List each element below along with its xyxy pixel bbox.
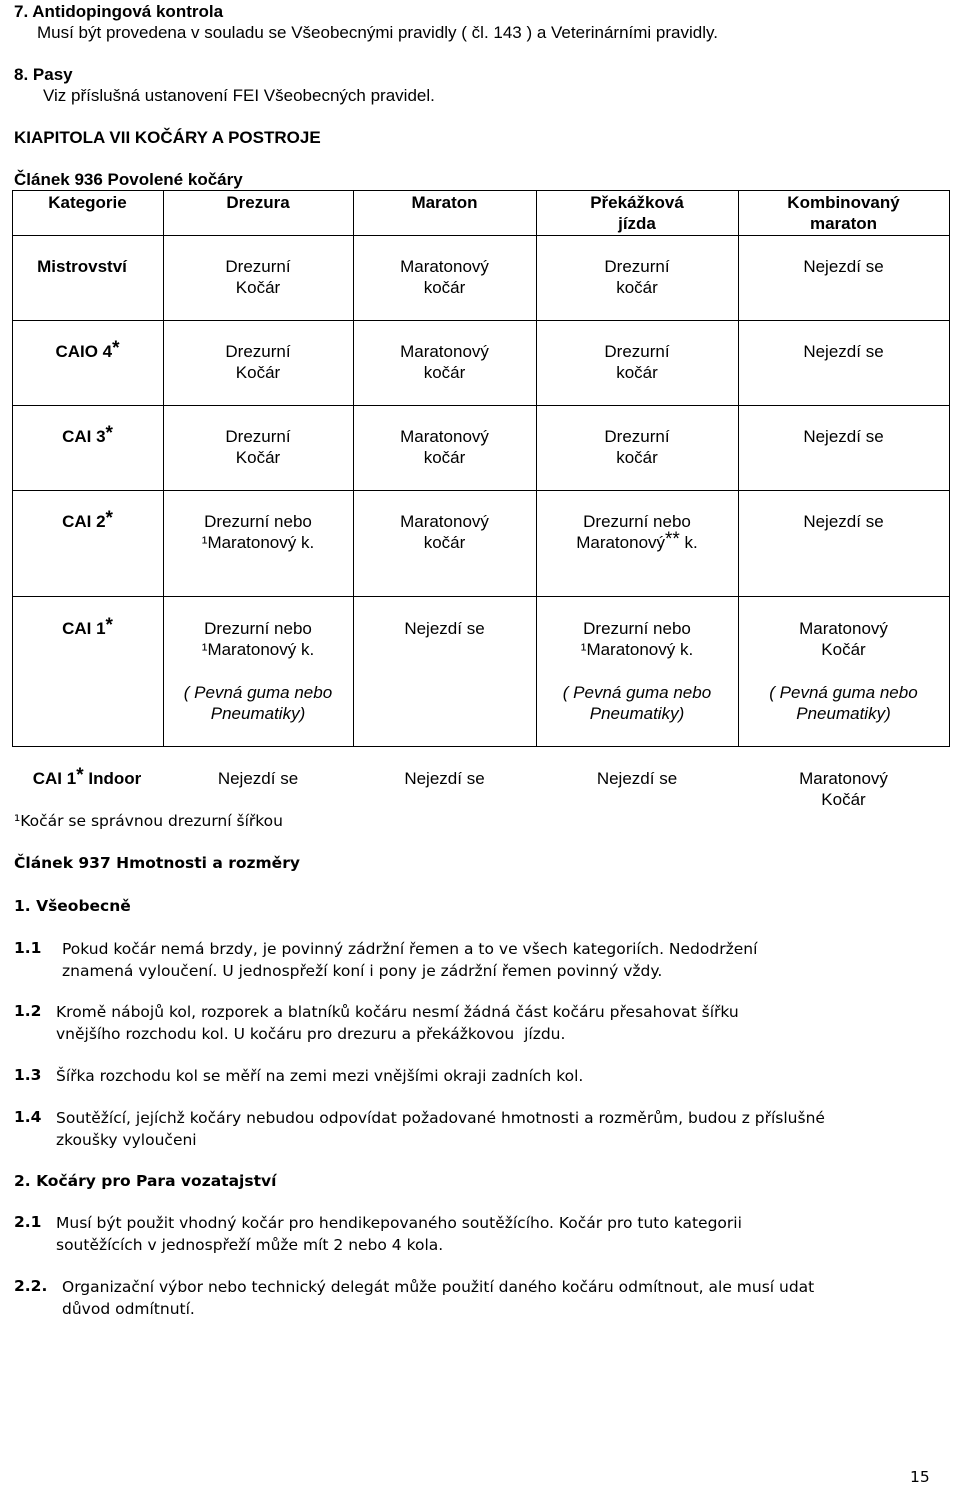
table-border: [12, 235, 950, 236]
cell-kombi: Nejezdí se: [803, 257, 884, 276]
cell-drezura: Drezurní Kočár: [225, 427, 291, 467]
section-7-text: Musí být provedena v souladu se Všeobecnými pravidly ( čl. 143 ) a Veterinárními pravidly.: [37, 23, 718, 42]
header-kategorie: Kategorie: [48, 193, 127, 212]
row-category: Mistrovství: [37, 257, 127, 276]
header-kombinovany-maraton: Kombinovaný maraton: [787, 193, 900, 233]
footnote: ¹Kočár se správnou drezurní šířkou: [14, 812, 283, 830]
article-937-title: Článek 937 Hmotnosti a rozměry: [14, 854, 300, 872]
cell-kombi: Nejezdí se: [803, 342, 884, 361]
paragraph-number: 1.1: [14, 939, 42, 957]
paragraph-text: Kromě nábojů kol, rozporek a blatníků kočáru nesmí žádná část kočáru přesahovat šířku vnějšího rozchodu kol. U kočáru pro drezuru a překážkovou jízdu.: [56, 1003, 739, 1043]
cell-drezura-note: ( Pevná guma nebo Pneumatiky): [183, 683, 333, 723]
subsection-1-title: 1. Všeobecně: [14, 897, 131, 915]
paragraph-number: 2.1: [14, 1213, 42, 1231]
cell-prekazky: Drezurní nebo ¹Maratonový k.: [580, 619, 694, 659]
cell-prekazky: Drezurní kočár: [604, 342, 670, 382]
row-category: CAIO 4*: [55, 338, 120, 361]
table-border: [12, 190, 950, 191]
row-category: CAI 3*: [62, 423, 113, 446]
cell-drezura: Drezurní Kočár: [225, 342, 291, 382]
table-border: [12, 746, 950, 747]
paragraph-text: Soutěžící, jejíchž kočáry nebudou odpovídat požadované hmotnosti a rozměrům, budou z příslušné zkoušky vyloučeni: [56, 1109, 825, 1149]
cell-maraton: Maratonový kočár: [400, 512, 489, 552]
cell-maraton: Maratonový kočár: [400, 257, 489, 297]
article-936-title: Článek 936 Povolené kočáry: [14, 170, 243, 189]
section-8-title: 8. Pasy: [14, 65, 73, 84]
indoor-category: CAI 1* Indoor: [32, 765, 142, 788]
cell-kombi: Nejezdí se: [803, 512, 884, 531]
indoor-drezura: Nejezdí se: [217, 769, 299, 788]
subsection-2-title: 2. Kočáry pro Para vozatajství: [14, 1172, 277, 1190]
indoor-prekazky: Nejezdí se: [596, 769, 678, 788]
cell-drezura: Drezurní Kočár: [225, 257, 291, 297]
paragraph-number: 1.3: [14, 1066, 42, 1084]
cell-kombi: Nejezdí se: [803, 427, 884, 446]
paragraph-text: Pokud kočár nemá brzdy, je povinný zádržní řemen a to ve všech kategoriích. Nedodržení znamená vyloučení. U jednospřeží koní i pony je zádržní řemen povinný vždy.: [62, 940, 758, 980]
paragraph-number: 2.2.: [14, 1277, 48, 1295]
cell-maraton: Nejezdí se: [404, 619, 485, 638]
carriage-table: [12, 190, 950, 747]
header-maraton: Maraton: [411, 193, 478, 212]
cell-prekazky-note: ( Pevná guma nebo Pneumatiky): [562, 683, 712, 723]
cell-drezura: Drezurní nebo ¹Maratonový k.: [201, 512, 315, 552]
cell-maraton: Maratonový kočár: [400, 427, 489, 467]
section-8-text: Viz příslušná ustanovení FEI Všeobecných pravidel.: [43, 86, 435, 105]
table-border: [949, 190, 950, 747]
section-7-title: 7. Antidopingová kontrola: [14, 2, 224, 21]
paragraph-number: 1.2: [14, 1002, 42, 1020]
row-category: CAI 2*: [62, 508, 113, 531]
paragraph-text: Organizační výbor nebo technický delegát může použití daného kočáru odmítnout, ale musí udat důvod odmítnutí.: [62, 1278, 815, 1318]
table-border: [12, 490, 950, 491]
cell-prekazky: Drezurní nebo Maratonový** k.: [576, 512, 698, 552]
chapter-title: KIAPITOLA VII KOČÁRY A POSTROJE: [14, 128, 321, 147]
page-number: 15: [910, 1468, 930, 1486]
cell-maraton: Maratonový kočár: [400, 342, 489, 382]
indoor-maraton: Nejezdí se: [404, 769, 485, 788]
cell-drezura: Drezurní nebo ¹Maratonový k.: [201, 619, 315, 659]
paragraph-number: 1.4: [14, 1108, 42, 1126]
table-border: [12, 596, 950, 597]
cell-kombi: Maratonový Kočár: [799, 619, 888, 659]
table-border: [12, 320, 950, 321]
cell-kombi-note: ( Pevná guma nebo Pneumatiky): [769, 683, 918, 723]
indoor-kombi: Maratonový Kočár: [799, 769, 888, 809]
paragraph-text: Šířka rozchodu kol se měří na zemi mezi vnějšími okraji zadních kol.: [56, 1067, 584, 1085]
table-border: [12, 405, 950, 406]
paragraph-text: Musí být použit vhodný kočár pro hendikepovaného soutěžícího. Kočár pro tuto kategorii soutěžících v jednospřeží může mít 2 nebo 4 kola.: [56, 1214, 742, 1254]
header-drezura: Drezura: [226, 193, 290, 212]
cell-prekazky: Drezurní kočár: [604, 257, 670, 297]
cell-prekazky: Drezurní kočár: [604, 427, 670, 467]
header-prekazkova-jizda: Překážková jízda: [590, 193, 684, 233]
row-category: CAI 1*: [62, 615, 113, 638]
